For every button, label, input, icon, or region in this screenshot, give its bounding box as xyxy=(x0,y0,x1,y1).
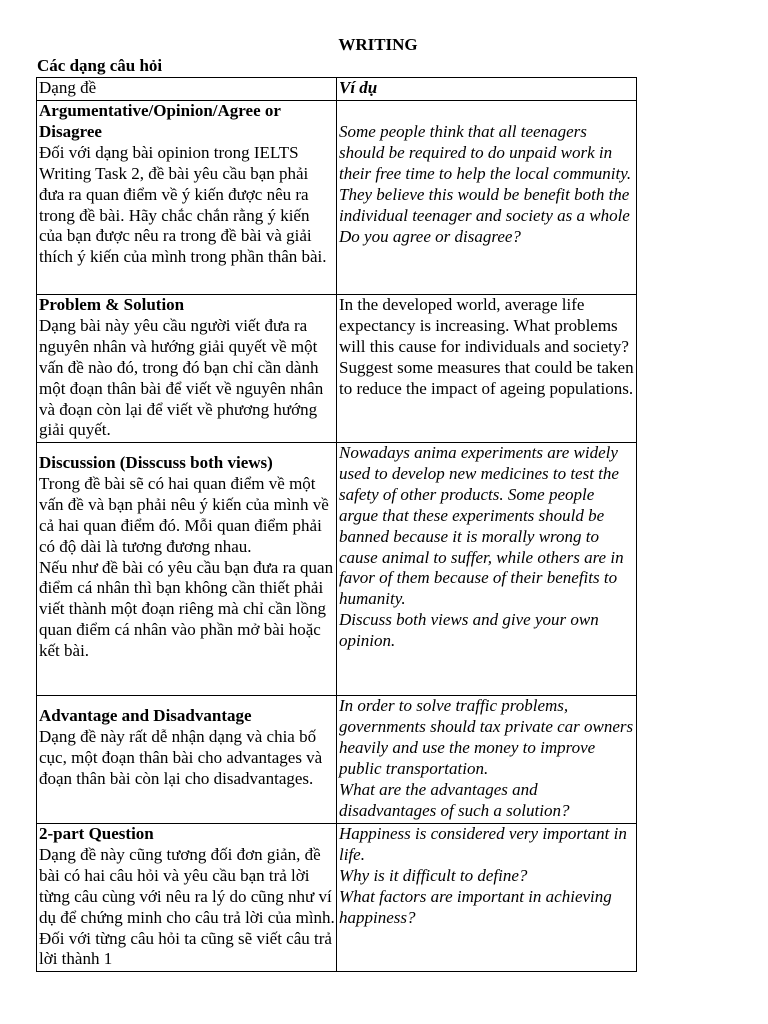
table-row xyxy=(37,824,637,972)
type-description: Dạng đề này cũng tương đối đơn giản, đề bài có hai câu hỏi và yêu cầu bạn trả lời từng câu cùng với nêu ra lý do cũng như ví dụ để chứng minh cho câu trả lời của mình. Đối với từng câu hỏi ta cũng sẽ viết câu trả lời thành 1 xyxy=(39,844,335,969)
table-row xyxy=(37,443,637,696)
example-text: In the developed world, average life expectancy is increasing. What problems will this cause for individuals and society? Suggest some measures that could be taken to reduce the impact of ageing populations. xyxy=(339,295,634,398)
type-title: 2-part Question xyxy=(39,824,154,843)
spacer xyxy=(39,696,335,706)
spacer xyxy=(39,443,335,453)
type-title: Problem & Solution xyxy=(39,295,185,314)
example-cell xyxy=(337,101,637,295)
example-text: Some people think that all teenagers should be required to do unpaid work in their free time to help the local community. They believe this would be benefit both the individual teenager and society as a whole xyxy=(339,122,632,225)
type-cell xyxy=(37,101,337,295)
type-title: Advantage and Disadvantage xyxy=(39,706,252,725)
type-cell xyxy=(37,295,337,443)
type-description: Nếu như đề bài có yêu cầu bạn đưa ra quan điểm cá nhân thì bạn không cần thiết phải viết thành một đoạn riêng mà chỉ cần lồng quan điểm cá nhân vào phần mở bài hoặc kết bài. xyxy=(39,557,334,661)
spacer xyxy=(339,101,635,122)
example-question: Do you agree or disagree? xyxy=(339,226,521,246)
example-question: What are the advantages and disadvantages of such a solution? xyxy=(339,779,570,820)
type-cell xyxy=(37,443,337,696)
table-header-row xyxy=(37,78,637,101)
example-question: What factors are important in achieving happiness? xyxy=(339,886,612,927)
example-question: Why is it difficult to define? xyxy=(339,865,528,885)
example-cell xyxy=(337,443,637,696)
example-cell xyxy=(337,696,637,824)
table-row xyxy=(37,696,637,824)
example-text: Happiness is considered very important in life. xyxy=(339,824,627,864)
example-text: In order to solve traffic problems, governments should tax private car owners heavily and use the money to improve public transportation. xyxy=(339,696,634,778)
type-cell xyxy=(37,824,337,972)
type-description: Trong đề bài sẽ có hai quan điểm về một vấn đề và bạn phải nêu ý kiến của mình về cả hai quan điểm đó. Mỗi quan điểm phải có độ dài là tương đương nhau. xyxy=(39,473,329,556)
document-title: WRITING xyxy=(338,35,418,54)
example-cell xyxy=(337,824,637,972)
example-question: Discuss both views and give your own opinion. xyxy=(339,610,599,651)
example-text: Nowadays anima experiments are widely used to develop new medicines to test the safety of other products. Some people argue that these experiments should be banned because it is morally wrong to cause animal to suffer, while others are in favor of them because of their benefits to humanity. xyxy=(339,443,624,609)
table-row xyxy=(37,101,637,295)
section-heading: Các dạng câu hỏi xyxy=(37,56,163,75)
type-description: Đối với dạng bài opinion trong IELTS Writing Task 2, đề bài yêu cầu bạn phải đưa ra quan điểm về ý kiến được nêu ra trong đề bài. Hãy chắc chắn rằng ý kiến của bạn được nêu ra trong đề bài và giải thích ý kiến của mình trong phần thân bài. xyxy=(39,142,327,267)
type-title: Discussion (Disscuss both views) xyxy=(39,453,273,472)
type-cell xyxy=(37,696,337,824)
type-description: Dạng đề này rất dễ nhận dạng và chia bố cục, một đoạn thân bài cho advantages và đoạn thân bài còn lại cho disadvantages. xyxy=(39,726,323,788)
header-question-type: Dạng đề xyxy=(37,78,337,101)
type-title: Argumentative/Opinion/Agree or Disagree xyxy=(39,101,281,141)
table-row xyxy=(37,295,637,443)
type-description: Dạng bài này yêu cầu người viết đưa ra nguyên nhân và hướng giải quyết về một vấn đề nào đó, trong đó bạn chỉ cần dành một đoạn thân bài để viết về nguyên nhân và đoạn còn lại để viết về phương hướng giải quyết. xyxy=(39,315,324,440)
header-example: Ví dụ xyxy=(337,78,637,101)
example-cell xyxy=(337,295,637,443)
question-types-table xyxy=(36,77,637,972)
